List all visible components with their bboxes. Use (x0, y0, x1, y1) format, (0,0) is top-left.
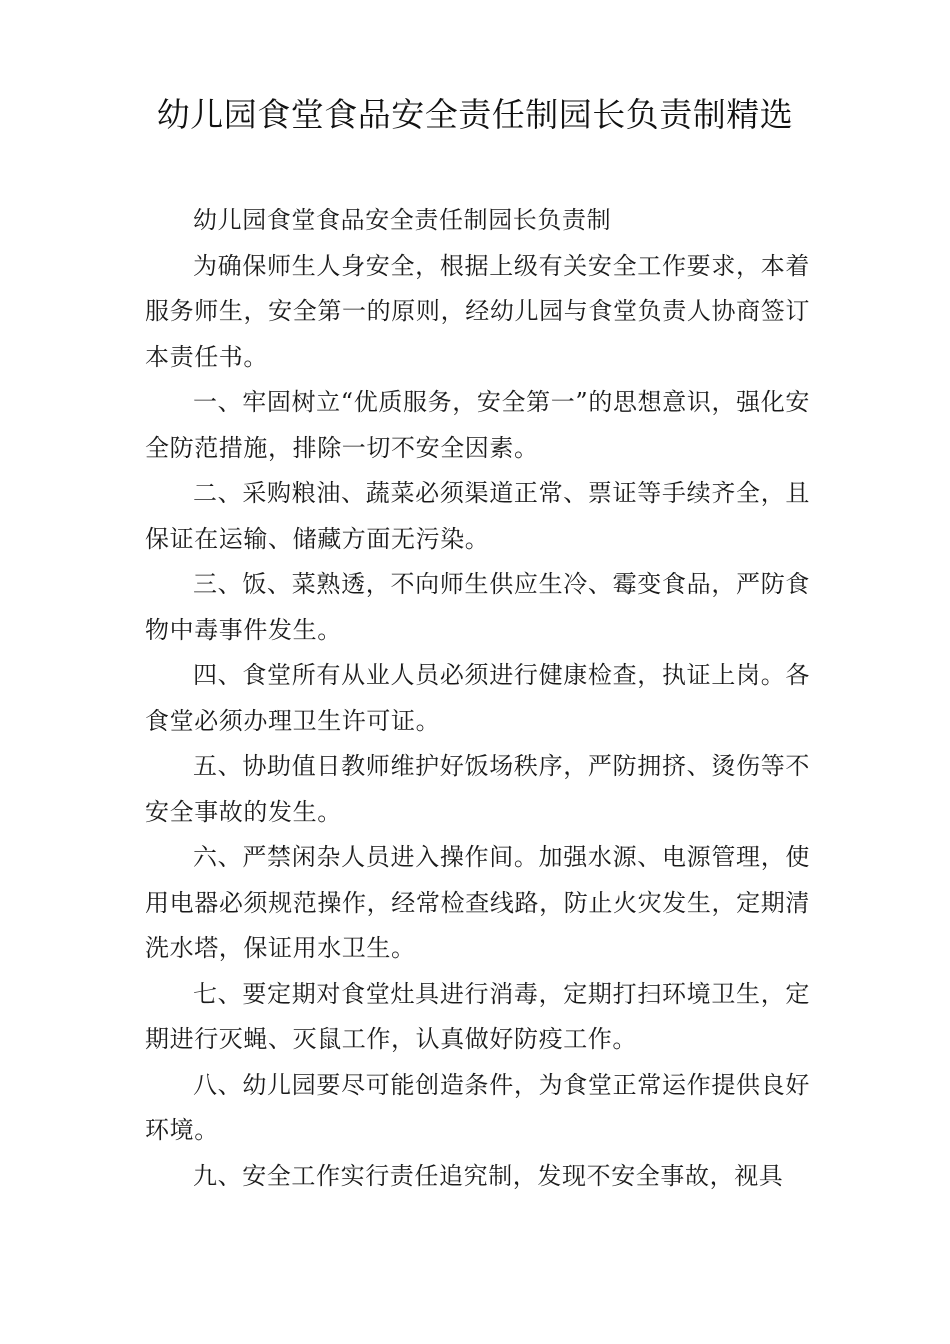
document-title: 幼儿园食堂食品安全责任制园长负责制精选 (156, 95, 794, 134)
paragraph: 幼儿园食堂食品安全责任制园长负责制 (193, 206, 612, 234)
paragraph: 三、饭、菜熟透，不向师生供应生冷、霉变食品，严防食物中毒事件发生。 (145, 570, 810, 644)
document-body (145, 198, 810, 1199)
paragraph: 五、协助值日教师维护好饭场秩序，严防拥挤、烫伤等不安全事故的发生。 (145, 752, 810, 826)
paragraph: 四、食堂所有从业人员必须进行健康检查，执证上岗。各食堂必须办理卫生许可证。 (145, 661, 810, 735)
paragraph: 九、安全工作实行责任追究制，发现不安全事故，视具 (193, 1161, 784, 1190)
paragraph: 二、采购粮油、蔬菜必须渠道正常、票证等手续齐全，且保证在运输、储藏方面无污染。 (145, 479, 810, 553)
paragraph: 六、严禁闲杂人员进入操作间。加强水源、电源管理，使用电器必须规范操作，经常检查线路，防止火灾发生，定期清洗水塔，保证用水卫生。 (145, 843, 810, 962)
paragraph: 八、幼儿园要尽可能创造条件，为食堂正常运作提供良好环境。 (145, 1070, 810, 1144)
paragraph: 七、要定期对食堂灶具进行消毒，定期打扫环境卫生，定期进行灭蝇、灭鼠工作，认真做好防疫工作。 (145, 979, 810, 1053)
paragraph: 一、牢固树立“优质服务，安全第一”的思想意识，强化安全防范措施，排除一切不安全因素。 (145, 388, 810, 462)
paragraph: 为确保师生人身安全，根据上级有关安全工作要求，本着服务师生，安全第一的原则，经幼儿园与食堂负责人协商签订本责任书。 (145, 251, 810, 371)
